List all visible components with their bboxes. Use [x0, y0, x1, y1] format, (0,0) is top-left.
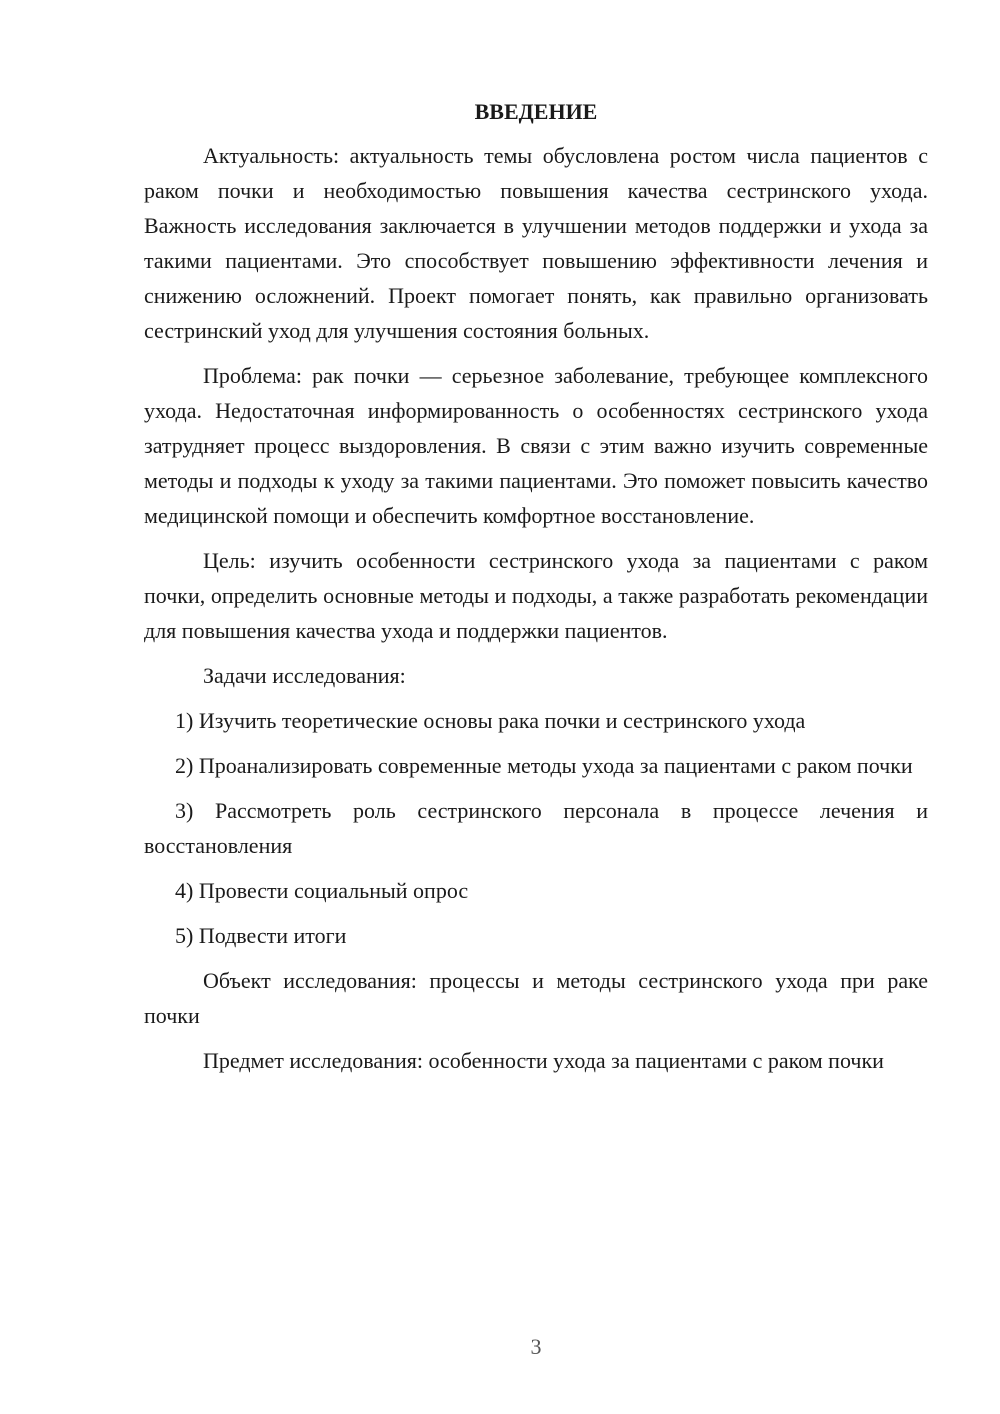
task-item: 4) Провести социальный опрос — [175, 878, 469, 903]
paragraph-object: Объект исследования: процессы и методы сестринского ухода при раке почки — [144, 968, 928, 1028]
paragraph-subject: Предмет исследования: особенности ухода за пациентами с раком почки — [203, 1048, 884, 1073]
task-item: 1) Изучить теоретические основы рака почки и сестринского ухода — [175, 708, 806, 733]
page-number: 3 — [530, 1334, 542, 1359]
document-page — [144, 96, 928, 1088]
paragraph-relevance: Актуальность: актуальность темы обусловлена ростом числа пациентов с раком почки и необходимостью повышения качества сестринского ухода. Важность исследования заключается в улучшении методов поддержки и ухода за такими пациентами. Это способствует повышению эффективности лечения и снижению осложнений. Проект помогает понять, как правильно организовать сестринский уход для улучшения состояния больных. — [144, 143, 928, 343]
tasks-heading: Задачи исследования: — [203, 663, 406, 688]
section-title: ВВЕДЕНИЕ — [474, 99, 598, 124]
paragraph-goal: Цель: изучить особенности сестринского ухода за пациентами с раком почки, определить основные методы и подходы, а также разработать рекомендации для повышения качества ухода и поддержки пациентов. — [144, 548, 928, 643]
task-item: 5) Подвести итоги — [175, 923, 347, 948]
paragraph-problem: Проблема: рак почки — серьезное заболевание, требующее комплексного ухода. Недостаточная информированность о особенностях сестринского ухода затрудняет процесс выздоровления. В связи с этим важно изучить современные методы и подходы к уходу за такими пациентами. Это поможет повысить качество медицинской помощи и обеспечить комфортное восстановление. — [144, 363, 928, 528]
task-item: 2) Проанализировать современные методы ухода за пациентами с раком почки — [175, 753, 913, 778]
task-item: 3) Рассмотреть роль сестринского персонала в процессе лечения и восстановления — [144, 798, 928, 858]
